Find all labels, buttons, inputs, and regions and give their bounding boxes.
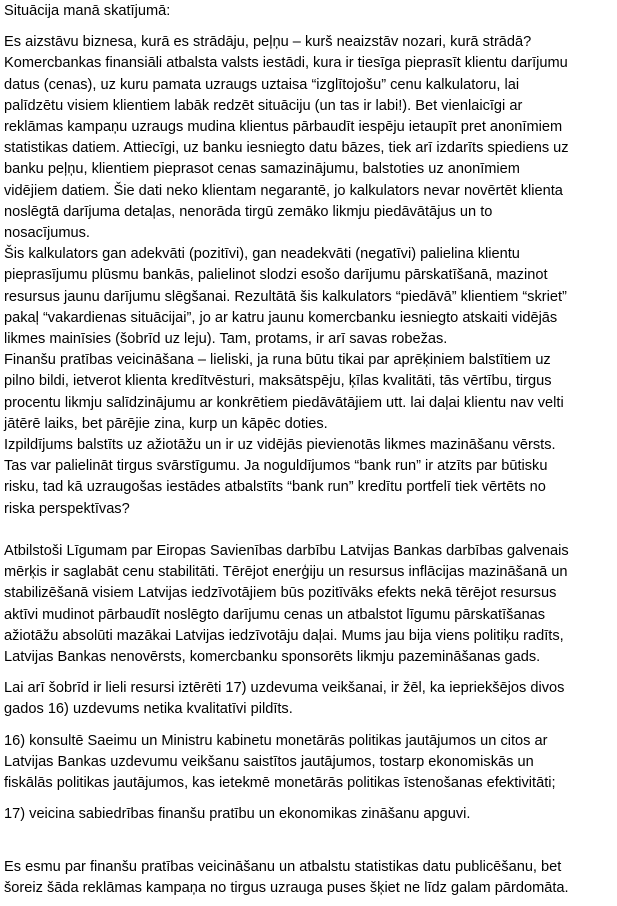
text-line: Šis kalkulators gan adekvāti (pozitīvi), gan neadekvāti (negatīvi) palielina klientu [4, 246, 520, 263]
paragraph-price-stability [4, 541, 613, 668]
text-line: resursus jaunu darījumu slēgšanai. Rezultātā šis kalkulators “piedāvā” klientiem “skriet” [4, 288, 567, 305]
text-line: aktīvi mudinot pārbaudīt noslēgto darījumu cenas un atbalstot līgumu pārskatīšanas [4, 606, 546, 623]
paragraph-business-interest [4, 32, 613, 244]
text-line: datus (cenas), uz kuru pamata uzraugs uztaisa “izglītojošu” cenu kalkulatoru, lai [4, 76, 520, 93]
text-line: mērķis ir saglabāt cenu stabilitāti. Tērējot enerģiju un resursus inflācijas mazināšanā un [4, 564, 568, 581]
text-line: Finanšu pratības veicināšana – lieliski, ja runa būtu tikai par aprēķiniem balstītiem uz [4, 352, 551, 369]
text-line: risku, tad kā uzraugošas iestādes atbalstīts “bank run” kredītu portfelī tiek vērtēts no [4, 479, 546, 496]
paragraph-financial-literacy [4, 350, 613, 435]
text-line: 17) veicina sabiedrības finanšu pratību un ekonomikas zināšanu apguvi. [4, 806, 471, 823]
text-line: Es esmu par finanšu pratības veicināšanu un atbalstu statistikas datu publicēšanu, bet [4, 858, 562, 875]
text-line: Atbilstoši Līgumam par Eiropas Savienības darbību Latvijas Bankas darbības galvenais [4, 543, 569, 560]
paragraph-task-16 [4, 731, 613, 795]
text-line: Komercbankas finansiāli atbalsta valsts iestādi, kura ir tiesīga pieprasīt klientu darījumu [4, 55, 568, 72]
paragraph-calculator-effect [4, 244, 613, 350]
text-line: ažiotāžu absolūti mazākai Latvijas iedzīvotāju daļai. Mums jau bija viens politiķu radīts, [4, 627, 564, 644]
text-line: jātērē laiks, bet pārējie zina, kurp un kāpēc doties. [4, 415, 328, 432]
text-line: statistikas datiem. Attiecīgi, uz banku iesniegto datu bāzes, tiek arī izdarīts spiediens uz [4, 140, 569, 157]
text-line: vidējiem datiem. Šie dati neko klientam negarantē, jo kalkulators nevar novērtēt klienta [4, 182, 563, 199]
heading-text: Situācija manā skatījumā: [4, 3, 171, 19]
text-line: fiskālās politikas jautājumos, kas ietekmē monetārās politikas īstenošanas efektivitāti; [4, 775, 556, 792]
text-line: banku peļņu, klientiem pieprasot cenas samazinājumu, balstoties uz anonīmiem [4, 161, 520, 178]
text-line: gados 16) uzdevums netika kvalitatīvi pildīts. [4, 701, 293, 718]
paragraph-task-17 [4, 804, 613, 825]
paragraph-task-resources [4, 678, 613, 720]
text-line: nosacījumus. [4, 225, 90, 242]
text-line: noslēgtā darījuma detaļas, nenorāda tirgū zemāko likmju piedāvātājus un to [4, 203, 493, 220]
text-line: Tas var palielināt tirgus svārstīgumu. Ja noguldījumos “bank run” ir atzīts par būtisku [4, 458, 548, 475]
text-line: reklāmas kampaņu uzraugs mudina klientus pārbaudīt iespēju ietaupīt pret anonīmiem [4, 119, 563, 136]
text-line: stabilizēšanā visiem Latvijas iedzīvotājiem būs pozitīvāks efekts nekā tērējot resursus [4, 585, 557, 602]
text-line: pieprasījumu plūsmu bankās, palielinot slodzi esošo darījumu pārskatīšanā, mazinot [4, 267, 548, 284]
document-heading [4, 1, 613, 22]
text-line: palīdzētu visiem klientiem labāk redzēt situāciju (un tas ir labi!). Bet vienlaicīgi ar [4, 97, 523, 114]
text-line: procentu likmju salīdzinājumu ar konkrētiem piedāvātājiem utt. lai daļai klientu nav velti [4, 394, 564, 411]
text-line: šoreiz šāda reklāmas kampaņa no tirgus uzrauga puses šķiet ne līdz galam pārdomāta. [4, 879, 569, 896]
blank-line [4, 520, 613, 541]
blank-line [4, 826, 613, 847]
text-line: Es aizstāvu biznesa, kurā es strādāju, peļņu – kurš neaizstāv nozari, kurā strādā? [4, 34, 532, 51]
text-line: pilno bildi, ietverot klienta kredītvēsturi, maksātspēju, ķīlas kvalitāti, tās vērtību, tirgus [4, 373, 552, 390]
text-line: Lai arī šobrīd ir lieli resursi iztērēti 17) uzdevuma veikšanai, ir žēl, ka iepriekšējos divos [4, 680, 565, 697]
text-line: 16) konsultē Saeimu un Ministru kabinetu monetārās politikas jautājumos un citos ar [4, 732, 548, 749]
text-line: Izpildījums balstīts uz ažiotāžu un ir uz vidējās pievienotās likmes mazināšanu vērsts. [4, 437, 556, 454]
text-line: Latvijas Bankas uzdevumu veikšanu saistītos jautājumos, tostarp ekonomiskās un [4, 753, 534, 770]
text-line: pakaļ “vakardienas situācijai”, jo ar katru jaunu komercbanku iesniegto atskaiti vidējās [4, 309, 558, 326]
paragraph-bank-run-risk [4, 435, 613, 520]
text-line: Latvijas Bankas nenovērsts, komercbanku sponsorēts likmju pazemināšanas gads. [4, 649, 541, 666]
text-line: likmes mainīsies (šobrīd uz leju). Tam, protams, ir arī savas robežas. [4, 331, 448, 348]
text-line: riska perspektīvas? [4, 500, 130, 517]
paragraph-conclusion [4, 857, 613, 899]
